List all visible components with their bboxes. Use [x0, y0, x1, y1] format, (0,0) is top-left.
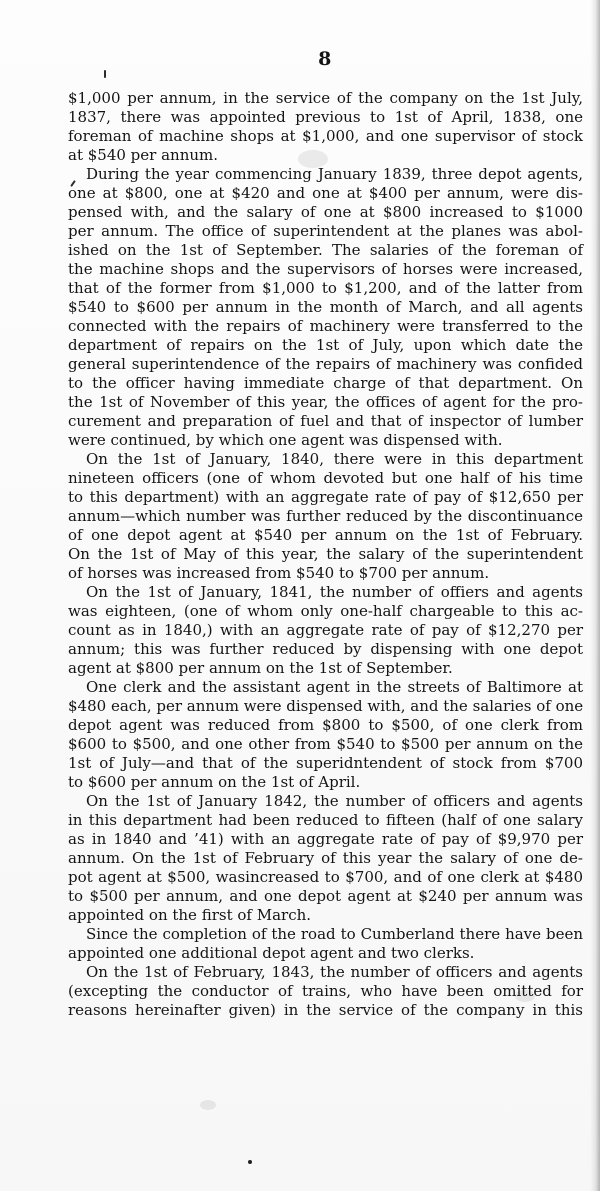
text-line: count as in 1840,) with an aggregate rate of pay of $12,270 per: [68, 621, 583, 639]
text-line: Since the completion of the road to Cumberland there have been: [86, 925, 583, 943]
text-line: in this department had been reduced to fifteen (half of one salary: [68, 811, 583, 829]
text-line: of one depot agent at $540 per annum on the 1st of February.: [68, 526, 583, 544]
page-number: 8: [318, 48, 332, 70]
text-line: appointed one additional depot agent and two clerks.: [68, 944, 475, 962]
text-line: depot agent was reduced from $800 to $500, of one clerk from: [68, 716, 583, 734]
text-line: $1,000 per annum, in the service of the company on the 1st July,: [68, 89, 583, 107]
ink-smudge: [200, 1100, 216, 1110]
text-line: One clerk and the assistant agent in the streets of Baltimore at: [86, 678, 583, 696]
text-line: as in 1840 and ’41) with an aggregate rate of pay of $9,970 per: [68, 830, 583, 848]
text-line: to this department) with an aggregate rate of pay of $12,650 per: [68, 488, 583, 506]
text-line: that of the former from $1,000 to $1,200, and of the latter from: [68, 279, 583, 297]
text-line: to $600 per annum on the 1st of April.: [68, 773, 361, 791]
text-line: (excepting the conductor of trains, who have been omitted for: [68, 982, 583, 1000]
text-line: On the 1st of January, 1841, the number of offiers and agents: [86, 583, 583, 601]
text-line: $480 each, per annum were dispensed with, and the salaries of one: [68, 697, 584, 715]
text-line: $540 to $600 per annum in the month of March, and all agents: [68, 298, 583, 316]
text-line: pensed with, and the salary of one at $800 increased to $1000: [68, 203, 583, 221]
text-line: of horses was increased from $540 to $700 per annum.: [68, 564, 490, 582]
body-text: [68, 89, 583, 1020]
text-line: nineteen officers (one of whom devoted but one half of his time: [68, 469, 583, 487]
text-line: On the 1st of January 1842, the number of officers and agents: [86, 792, 583, 810]
text-line: pot agent at $500, wasincreased to $700, and of one clerk at $480: [68, 868, 583, 886]
text-line: annum. On the 1st of February of this year the salary of one de-: [68, 849, 583, 867]
text-line: curement and preparation of fuel and that of inspector of lumber: [68, 412, 583, 430]
text-line: appointed on the first of March.: [68, 906, 312, 924]
text-line: the machine shops and the supervisors of horses were increased,: [68, 260, 583, 278]
text-line: was eighteen, (one of whom only one-half chargeable to this ac-: [68, 602, 583, 620]
text-line: department of repairs on the 1st of July, upon which date the: [68, 336, 583, 354]
text-line: 1st of July—and that of the superidntendent of stock from $700: [68, 754, 583, 772]
ink-dot: [248, 1160, 252, 1164]
text-line: On the 1st of January, 1840, there were in this department: [86, 450, 583, 468]
text-line: the 1st of November of this year, the offices of agent for the pro-: [68, 393, 583, 411]
text-line: general superintendence of the repairs of machinery was confided: [68, 355, 583, 373]
text-line: annum; this was further reduced by dispensing with one depot: [68, 640, 583, 658]
text-line: to $500 per annum, and one depot agent at $240 per annum was: [68, 887, 583, 905]
text-line: one at $800, one at $420 and one at $400 per annum, were dis-: [68, 184, 583, 202]
text-line: reasons hereinafter given) in the service of the company in this: [68, 1001, 583, 1019]
text-line: agent at $800 per annum on the 1st of September.: [68, 659, 453, 677]
text-line: ished on the 1st of September. The salaries of the foreman of: [68, 241, 583, 259]
text-line: annum—which number was further reduced by the discontinuance: [68, 507, 583, 525]
margin-mark: [104, 70, 106, 78]
text-line: On the 1st of February, 1843, the number of officers and agents: [86, 963, 583, 981]
text-line: During the year commencing January 1839, three depot agents,: [86, 165, 583, 183]
text-line: per annum. The office of superintendent at the planes was abol-: [68, 222, 583, 240]
text-line: foreman of machine shops at $1,000, and one supervisor of stock: [68, 127, 583, 145]
page-edge-shadow: [590, 0, 600, 1191]
text-line: at $540 per annum.: [68, 146, 219, 164]
text-line: were continued, by which one agent was dispensed with.: [68, 431, 503, 449]
text-line: 1837, there was appointed previous to 1st of April, 1838, one: [68, 108, 583, 126]
text-line: On the 1st of May of this year, the salary of the superintendent: [68, 545, 583, 563]
text-line: $600 to $500, and one other from $540 to $500 per annum on the: [68, 735, 583, 753]
text-line: connected with the repairs of machinery were transferred to the: [68, 317, 583, 335]
text-line: to the officer having immediate charge of that department. On: [68, 374, 583, 392]
